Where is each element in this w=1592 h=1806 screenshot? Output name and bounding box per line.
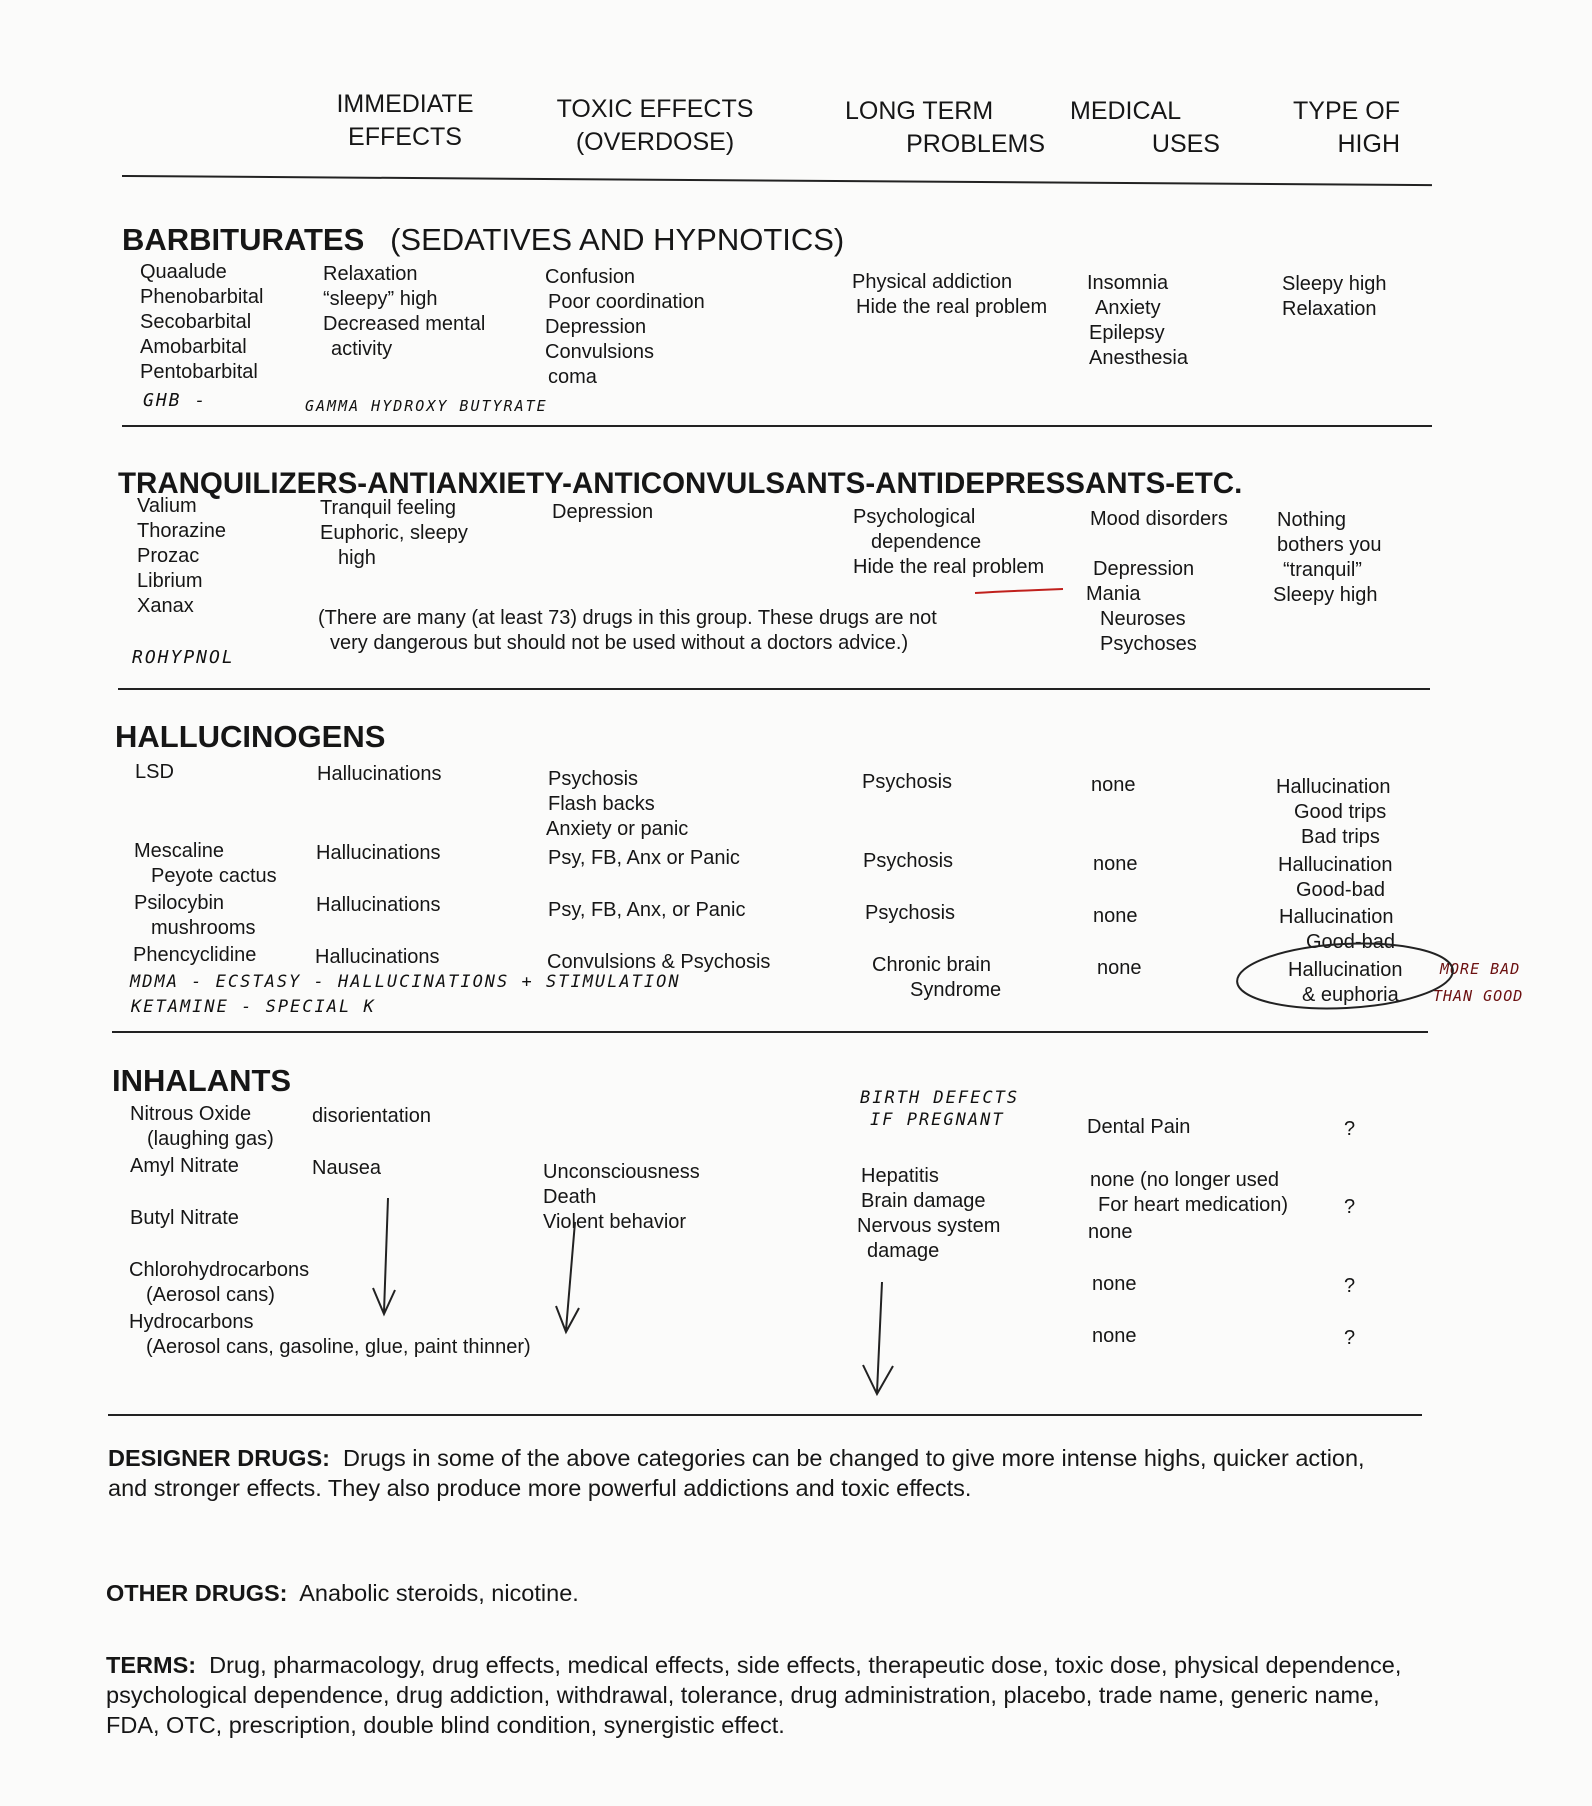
cell-line: Physical addiction <box>852 271 1013 293</box>
drug-name: Xanax <box>137 595 194 617</box>
cell-line: Peyote cactus <box>151 865 277 887</box>
cell-line: Mescaline <box>134 840 225 862</box>
cell-line: Hide the real problem <box>856 296 1048 318</box>
mescaline-long-term: Psychosis <box>863 850 954 872</box>
phencyclidine-immediate: Hallucinations <box>315 946 440 968</box>
drug-name: Quaalude <box>140 261 227 283</box>
header-line: USES <box>1151 130 1220 158</box>
chloro-type: ? <box>1344 1275 1356 1297</box>
handwritten-rohypnol: ROHYPNOL <box>132 647 235 668</box>
psilocybin-immediate: Hallucinations <box>316 894 441 916</box>
cell-line: Hallucination <box>1279 906 1394 928</box>
cell-line: Convulsions <box>545 341 654 363</box>
section-title-hallucinogens: HALLUCINOGENS <box>115 719 386 754</box>
section-title-inhalants: INHALANTS <box>112 1063 292 1098</box>
arrow-down-toxic <box>556 1222 579 1332</box>
cell-line: Mania <box>1086 583 1141 605</box>
cell-line: Good-bad <box>1306 931 1395 953</box>
drug-name: Librium <box>137 570 203 592</box>
header-line: TOXIC EFFECTS <box>556 95 754 123</box>
cell-line: Psychological <box>853 506 976 528</box>
hydro-medical: none <box>1092 1325 1137 1347</box>
psilocybin-long-term: Psychosis <box>865 902 956 924</box>
cell-line: Death <box>543 1186 597 1208</box>
cell-line: activity <box>331 338 393 360</box>
handwritten-more-bad: MORE BAD <box>1440 960 1521 978</box>
cell-line: “tranquil” <box>1283 559 1362 581</box>
cell-line: Psilocybin <box>134 892 225 914</box>
psilocybin-medical: none <box>1093 905 1138 927</box>
red-underline-mark <box>975 589 1063 593</box>
cell-line: Hide the real problem <box>853 556 1045 578</box>
cell-line: Good-bad <box>1296 879 1385 901</box>
cell-line: (Aerosol cans, gasoline, glue, paint thinner) <box>146 1336 531 1358</box>
cell-line: For heart medication) <box>1098 1194 1289 1216</box>
chloro-medical: none <box>1092 1273 1137 1295</box>
circle-annotation <box>1235 938 1454 1013</box>
cell-line: Epilepsy <box>1089 322 1165 344</box>
hydro-type: ? <box>1344 1327 1356 1349</box>
cell-line: “sleepy” high <box>323 288 438 310</box>
cell-line: Nervous system <box>857 1215 1001 1237</box>
amyl-immediate: Nausea <box>312 1157 381 1179</box>
cell-line: Hallucination <box>1276 776 1391 798</box>
header-line: (OVERDOSE) <box>575 128 735 156</box>
amyl-type: ? <box>1344 1196 1356 1218</box>
header-line: IMMEDIATE <box>336 90 474 118</box>
cell-line: mushrooms <box>151 917 256 939</box>
phencyclidine-medical: none <box>1097 957 1142 979</box>
cell-line: Nitrous Oxide <box>130 1103 252 1125</box>
cell-line: Relaxation <box>323 263 418 285</box>
cell-line: Syndrome <box>910 979 1002 1001</box>
cell-line: Flash backs <box>548 793 655 815</box>
cell-line: dependence <box>871 531 982 553</box>
section-title: BARBITURATES <box>122 222 365 257</box>
cell-line: Anesthesia <box>1089 347 1188 369</box>
note-line: very dangerous but should not be used without a doctors advice.) <box>330 632 909 654</box>
mescaline-immediate: Hallucinations <box>316 842 441 864</box>
paragraph-text: Drug, pharmacology, drug effects, medical effects, side effects, therapeutic dose, toxic dose, physical dependence, psychological dependence, drug addiction, withdrawal, tolerance, drug administration, placebo, trade name, generic name, FDA, OTC, prescription, double blind condition, synergistic effect. <box>106 1652 1402 1738</box>
cell-line: Insomnia <box>1087 272 1169 294</box>
cell-line: (laughing gas) <box>147 1128 274 1150</box>
nitrous-type: ? <box>1344 1118 1356 1140</box>
lsd-drug: LSD <box>135 761 174 783</box>
cell-line: Euphoric, sleepy <box>320 522 468 544</box>
cell-line: Depression <box>545 316 647 338</box>
drug-name: Phenobarbital <box>140 286 264 308</box>
cell-line: Mood disorders <box>1090 508 1228 530</box>
cell-line: Unconsciousness <box>543 1161 700 1183</box>
butyl-drug: Butyl Nitrate <box>130 1207 239 1229</box>
butyl-medical: none <box>1088 1221 1133 1243</box>
paragraph-text: Anabolic steroids, nicotine. <box>299 1580 579 1606</box>
phencyclidine-toxic: Convulsions & Psychosis <box>547 951 771 973</box>
paragraph-label: OTHER DRUGS: <box>106 1580 288 1606</box>
arrow-down-immediate <box>373 1198 395 1314</box>
nitrous-medical: Dental Pain <box>1087 1116 1191 1138</box>
handwritten-gamma-hydroxy-butyrate: GAMMA HYDROXY BUTYRATE <box>305 397 548 415</box>
cell-line: Sleepy high <box>1273 584 1378 606</box>
paragraph-label: DESIGNER DRUGS: <box>108 1445 330 1471</box>
phencyclidine-drug: Phencyclidine <box>133 944 257 966</box>
handwritten-mdma: MDMA - ECSTASY - HALLUCINATIONS + STIMULATION <box>130 972 681 992</box>
header-line: MEDICAL <box>1070 97 1182 125</box>
cell-line: none (no longer used <box>1090 1169 1280 1191</box>
cell-line: Poor coordination <box>548 291 705 313</box>
cell-line: Sleepy high <box>1282 273 1387 295</box>
cell-line: Neuroses <box>1100 608 1186 630</box>
nitrous-immediate: disorientation <box>312 1105 431 1127</box>
paragraph-text: Drugs in some of the above categories can be changed to give more intense highs, quicker action, and stronger effects. They also produce more powerful addictions and toxic effects. <box>108 1445 1365 1501</box>
cell-line: Confusion <box>545 266 636 288</box>
handwritten-than-good: THAN GOOD <box>1433 987 1524 1005</box>
cell-line: & euphoria <box>1302 984 1399 1006</box>
header-line: HIGH <box>1337 130 1400 158</box>
cell-line: Psychosis <box>548 768 639 790</box>
lsd-medical: none <box>1091 774 1136 796</box>
cell-line: Anxiety or panic <box>546 818 689 840</box>
section-subtitle: (SEDATIVES AND HYPNOTICS) <box>390 222 845 257</box>
cell-line: Decreased mental <box>323 313 486 335</box>
note-line: (There are many (at least 73) drugs in this group. These drugs are not <box>318 607 937 629</box>
cell-line: Violent behavior <box>543 1211 687 1233</box>
drug-name: Valium <box>137 495 197 517</box>
handwritten-if-pregnant: IF PREGNANT <box>870 1110 1005 1130</box>
header-line: LONG TERM <box>845 97 994 125</box>
amyl-drug: Amyl Nitrate <box>130 1155 239 1177</box>
cell-line: Chlorohydrocarbons <box>129 1259 310 1281</box>
arrow-down-long-term <box>863 1282 893 1394</box>
cell-line: Hallucination <box>1278 854 1393 876</box>
header-line: EFFECTS <box>348 123 462 151</box>
header-line: PROBLEMS <box>906 130 1045 158</box>
cell-line: Brain damage <box>861 1190 986 1212</box>
section-title-tranquilizers: TRANQUILIZERS-ANTIANXIETY-ANTICONVULSANTS-ANTIDEPRESSANTS-ETC. <box>118 467 1243 500</box>
drug-name: Pentobarbital <box>140 361 258 383</box>
cell-line: bothers you <box>1277 534 1382 556</box>
cell-line: Tranquil feeling <box>320 497 457 519</box>
cell-line: Good trips <box>1294 801 1387 823</box>
cell-line: Bad trips <box>1301 826 1380 848</box>
cell-line: (Aerosol cans) <box>146 1284 275 1306</box>
cell-line: Hepatitis <box>861 1165 939 1187</box>
cell-line: high <box>338 547 376 569</box>
drug-name: Secobarbital <box>140 311 252 333</box>
drug-name: Prozac <box>137 545 200 567</box>
lsd-immediate: Hallucinations <box>317 763 442 785</box>
cell-line: Anxiety <box>1095 297 1161 319</box>
drug-name: Amobarbital <box>140 336 247 358</box>
lsd-long-term: Psychosis <box>862 771 953 793</box>
cell-line: Chronic brain <box>872 954 991 976</box>
mescaline-medical: none <box>1093 853 1138 875</box>
header-line: TYPE OF <box>1293 97 1400 125</box>
cell-line: Depression <box>1093 558 1195 580</box>
cell-line: Psychoses <box>1100 633 1197 655</box>
cell-line: damage <box>867 1240 940 1262</box>
handwritten-ghb: GHB - <box>143 390 208 411</box>
paragraph-label: TERMS: <box>106 1652 197 1678</box>
handwritten-birth-defects: BIRTH DEFECTS <box>860 1088 1020 1108</box>
psilocybin-toxic: Psy, FB, Anx, or Panic <box>548 899 746 921</box>
mescaline-toxic: Psy, FB, Anx or Panic <box>548 847 740 869</box>
cell-line: coma <box>548 366 597 388</box>
drug-name: Thorazine <box>137 520 226 542</box>
tranquilizer-toxic-effects: Depression <box>552 501 654 523</box>
cell-line: Nothing <box>1277 509 1346 531</box>
cell-line: Relaxation <box>1282 298 1377 320</box>
handwritten-ketamine: KETAMINE - SPECIAL K <box>131 997 376 1017</box>
cell-line: Hallucination <box>1288 959 1403 981</box>
cell-line: Hydrocarbons <box>129 1311 254 1333</box>
